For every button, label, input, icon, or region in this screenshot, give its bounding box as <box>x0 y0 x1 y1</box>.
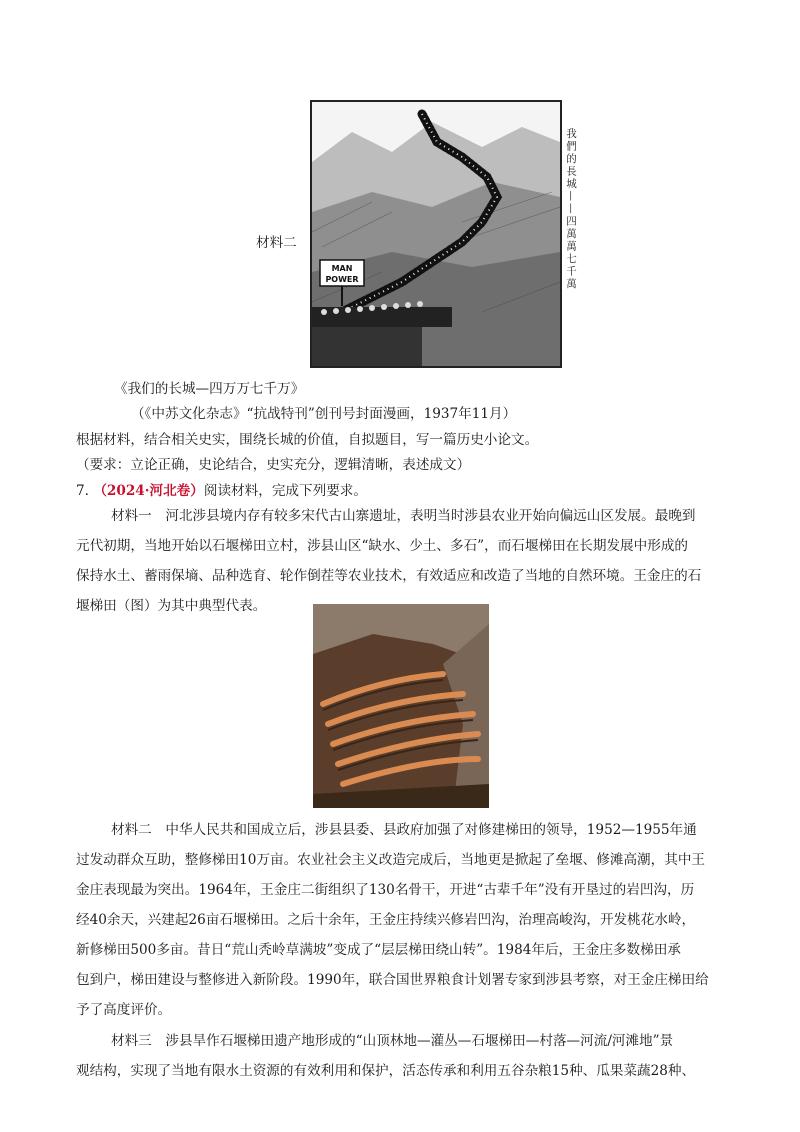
sign-text-line-1: MAN <box>331 264 353 273</box>
material-1-paragraph <box>76 501 726 621</box>
cartoon-title: 《我们的长城—四万万七千万》 <box>114 381 305 397</box>
material-3-paragraph <box>76 1026 726 1086</box>
material-2-line: 金庄表现最为突出。1964年，王金庄二街组织了130名骨干，开进“古辈千年”没有开垦过的岩凹沟，历 <box>76 882 695 898</box>
great-wall-cartoon-drawing <box>312 102 560 366</box>
material-2-line: 过发动群众互助，整修梯田10万亩。农业社会主义改造完成后，当地更是掀起了垒堰、修滩高潮，其中王 <box>76 852 706 868</box>
stone-terrace-drawing <box>313 604 489 808</box>
material-1-line: 堰梯田（图）为其中典型代表。 <box>76 598 267 614</box>
material-1-line: 材料一 河北涉县境内存有较多宋代古山寨遗址，表明当时涉县农业开始向偏远山区发展。最晚到 <box>111 508 696 524</box>
terrace-photo <box>313 604 489 808</box>
cartoon-vertical-caption: 我們的長城——四萬萬七千萬 <box>565 128 577 291</box>
material-1-line: 元代初期，当地开始以石堰梯田立村，涉县山区“缺水、少土、多石”，而石堰梯田在长期发展中形成的 <box>76 538 689 554</box>
material-label: 材料二 <box>256 235 297 251</box>
material-2-line: 经40余天，兴建起26亩石堰梯田。之后十余年，王金庄持续兴修岩凹沟，治理高峻沟，开发桃花水岭， <box>76 912 696 928</box>
essay-requirement: （要求：立论正确，史论结合，史实充分，逻辑清晰，表述成文） <box>76 457 471 473</box>
essay-task: 根据材料，结合相关史实，围绕长城的价值，自拟题目，写一篇历史小论文。 <box>76 432 539 448</box>
sign-text-line-2: POWER <box>325 275 359 284</box>
material-2-line: 材料二 中华人民共和国成立后，涉县县委、县政府加强了对修建梯田的领导，1952—1955年通 <box>111 822 697 838</box>
material-2-line: 予了高度评价。 <box>76 1002 172 1018</box>
question-7-header <box>76 482 367 500</box>
question-source-tag: （2024·河北卷） <box>93 483 204 499</box>
question-prompt: 阅读材料，完成下列要求。 <box>203 483 367 499</box>
cartoon-illustration <box>310 100 562 368</box>
material-2-line: 包到户，梯田建设与整修进入新阶段。1990年，联合国世界粮食计划署专家到涉县考察，对王金庄梯田给 <box>76 972 709 988</box>
material-2-paragraph <box>76 815 726 1025</box>
material-2-line: 新修梯田500多亩。昔日“荒山秃岭草满坡”变成了“层层梯田绕山转”。1984年后，王金庄多数梯田承 <box>76 942 681 958</box>
material-3-line: 观结构，实现了当地有限水土资源的有效利用和保护，活态传承和利用五谷杂粮15种、瓜果菜蔬28种、 <box>76 1063 696 1079</box>
material-1-line: 保持水土、蓄雨保墒、品种选育、轮作倒茬等农业技术，有效适应和改造了当地的自然环境。王金庄的石 <box>76 568 702 584</box>
cartoon-source: （《中苏文化杂志》“抗战特刊”创刊号封面漫画，1937年11月） <box>131 406 517 422</box>
material-3-line: 材料三 涉县旱作石堰梯田遗产地形成的“山顶林地—灌丛—石堰梯田—村落—河流/河滩地”景 <box>111 1033 674 1049</box>
question-number: 7. <box>76 483 89 499</box>
